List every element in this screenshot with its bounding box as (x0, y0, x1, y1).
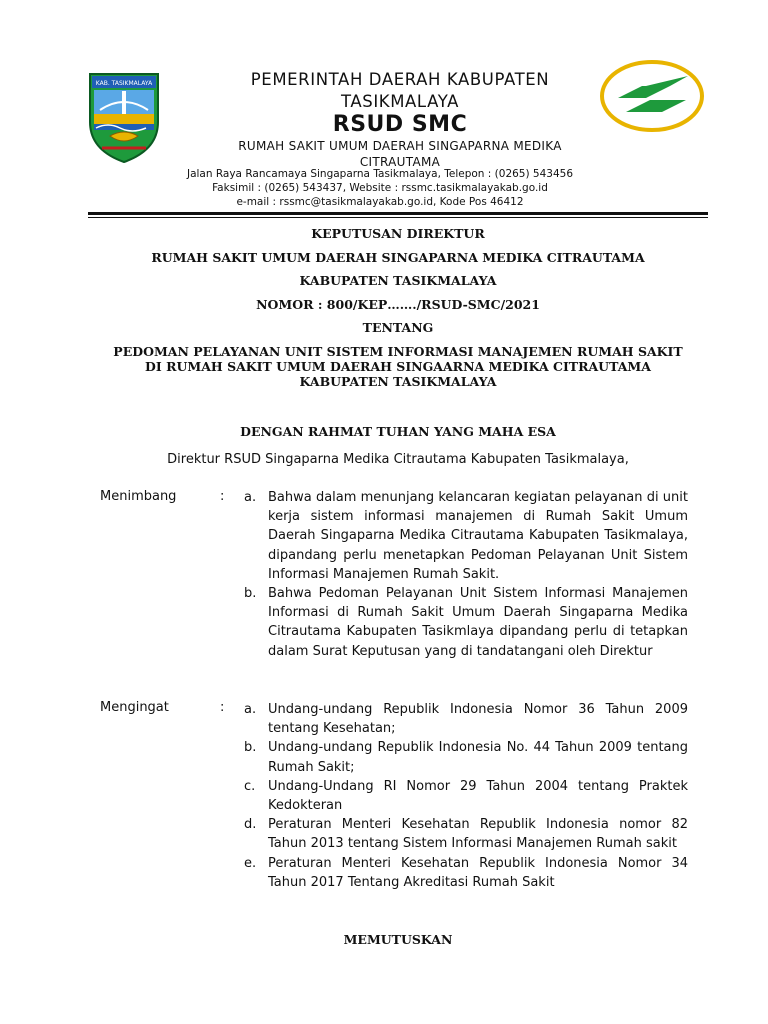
list-item (244, 488, 688, 584)
decree-region: KABUPATEN TASIKMALAYA (299, 273, 497, 288)
list-item (244, 777, 688, 815)
government-name-line1: PEMERINTAH DAERAH KABUPATEN (250, 70, 550, 89)
list-item-text: Undang-undang Republik Indonesia Nomor 36 Tahun 2009 tentang Kesehatan; (268, 702, 688, 737)
decree-about: TENTANG (362, 320, 434, 335)
list-item (244, 584, 688, 661)
letterhead-divider-thick (88, 212, 708, 215)
menimbang-colon: : (220, 489, 225, 504)
decree-subject-line3: KABUPATEN TASIKMALAYA (299, 374, 497, 389)
address-line1: Jalan Raya Rancamaya Singaparna Tasikmalaya, Telepon : (0265) 543456 (186, 168, 574, 180)
hospital-full-name-line1: RUMAH SAKIT UMUM DAERAH SINGAPARNA MEDIKA (238, 139, 562, 153)
rsud-smc-emblem-logo (596, 58, 706, 134)
decree-intro: Direktur RSUD Singaparna Medika Citrautama Kabupaten Tasikmalaya, (167, 452, 629, 467)
list-item-text: Bahwa dalam menunjang kelancaran kegiatan pelayanan di unit kerja sistem informasi manajemen di Rumah Sakit Umum Daerah Singaparna Medika Citrautama Kabupaten Tasikmalaya, dipandang perlu menetapkan Pedoman Pelayanan Unit Sistem Informasi Manajemen Rumah Sakit. (268, 490, 688, 582)
mengingat-colon: : (220, 700, 225, 715)
kabupaten-crest-logo (86, 70, 162, 164)
decree-subject-line1: PEDOMAN PELAYANAN UNIT SISTEM INFORMASI MANAJEMEN RUMAH SAKIT (113, 344, 683, 359)
government-name-line2: TASIKMALAYA (340, 92, 460, 111)
address-line3: e-mail : rssmc@tasikmalayakab.go.id, Kode Pos 46412 (236, 196, 524, 208)
letterhead-divider-thin (88, 217, 708, 218)
decree-blessing: DENGAN RAHMAT TUHAN YANG MAHA ESA (240, 424, 556, 439)
mengingat-label: Mengingat (100, 700, 169, 715)
list-item (244, 700, 688, 738)
list-marker: b. (244, 740, 257, 756)
decree-institution: RUMAH SAKIT UMUM DAERAH SINGAPARNA MEDIKA CITRAUTAMA (151, 250, 645, 265)
list-item-text: Peraturan Menteri Kesehatan Republik Indonesia Nomor 34 Tahun 2017 Tentang Akreditasi Rumah Sakit (268, 855, 688, 890)
list-item (244, 738, 688, 776)
hospital-full-name-line2: CITRAUTAMA (359, 155, 441, 169)
list-item-text: Bahwa Pedoman Pelayanan Unit Sistem Informasi Manajemen Informasi di Rumah Sakit Umum Daerah Singaparna Medika Citrautama Kabupaten Tasikmlaya dipandang perlu di tetapkan dalam Surat Keputusan yang di tandatangani oleh Direktur (268, 586, 688, 659)
menimbang-label: Menimbang (100, 489, 177, 504)
mengingat-list (244, 700, 688, 892)
list-item (244, 815, 688, 853)
decree-title: KEPUTUSAN DIREKTUR (311, 226, 485, 241)
crest-text: KAB. TASIKMALAYA (95, 80, 153, 87)
decree-number: NOMOR : 800/KEP……./RSUD-SMC/2021 (256, 297, 540, 312)
address-line2: Faksimil : (0265) 543437, Website : rssmc.tasikmalayakab.go.id (212, 182, 548, 194)
list-item-text: Undang-undang Republik Indonesia No. 44 Tahun 2009 tentang Rumah Sakit; (268, 740, 688, 775)
list-item (244, 854, 688, 892)
list-item-text: Undang-Undang RI Nomor 29 Tahun 2004 tentang Praktek Kedokteran (268, 778, 688, 814)
list-marker: b. (244, 586, 257, 602)
decree-subject-line2: DI RUMAH SAKIT UMUM DAERAH SINGAARNA MEDIKA CITRAUTAMA (145, 359, 651, 374)
decision-heading: MEMUTUSKAN (343, 932, 453, 947)
list-marker: c. (244, 778, 256, 794)
list-marker: a. (244, 490, 257, 505)
menimbang-list (244, 488, 688, 661)
hospital-short-name: RSUD SMC (332, 112, 468, 137)
list-marker: d. (244, 817, 257, 833)
list-marker: a. (244, 702, 257, 717)
list-marker: e. (244, 855, 257, 871)
list-item-text: Peraturan Menteri Kesehatan Republik Indonesia nomor 82 Tahun 2013 tentang Sistem Informasi Manajemen Rumah sakit (268, 817, 688, 852)
